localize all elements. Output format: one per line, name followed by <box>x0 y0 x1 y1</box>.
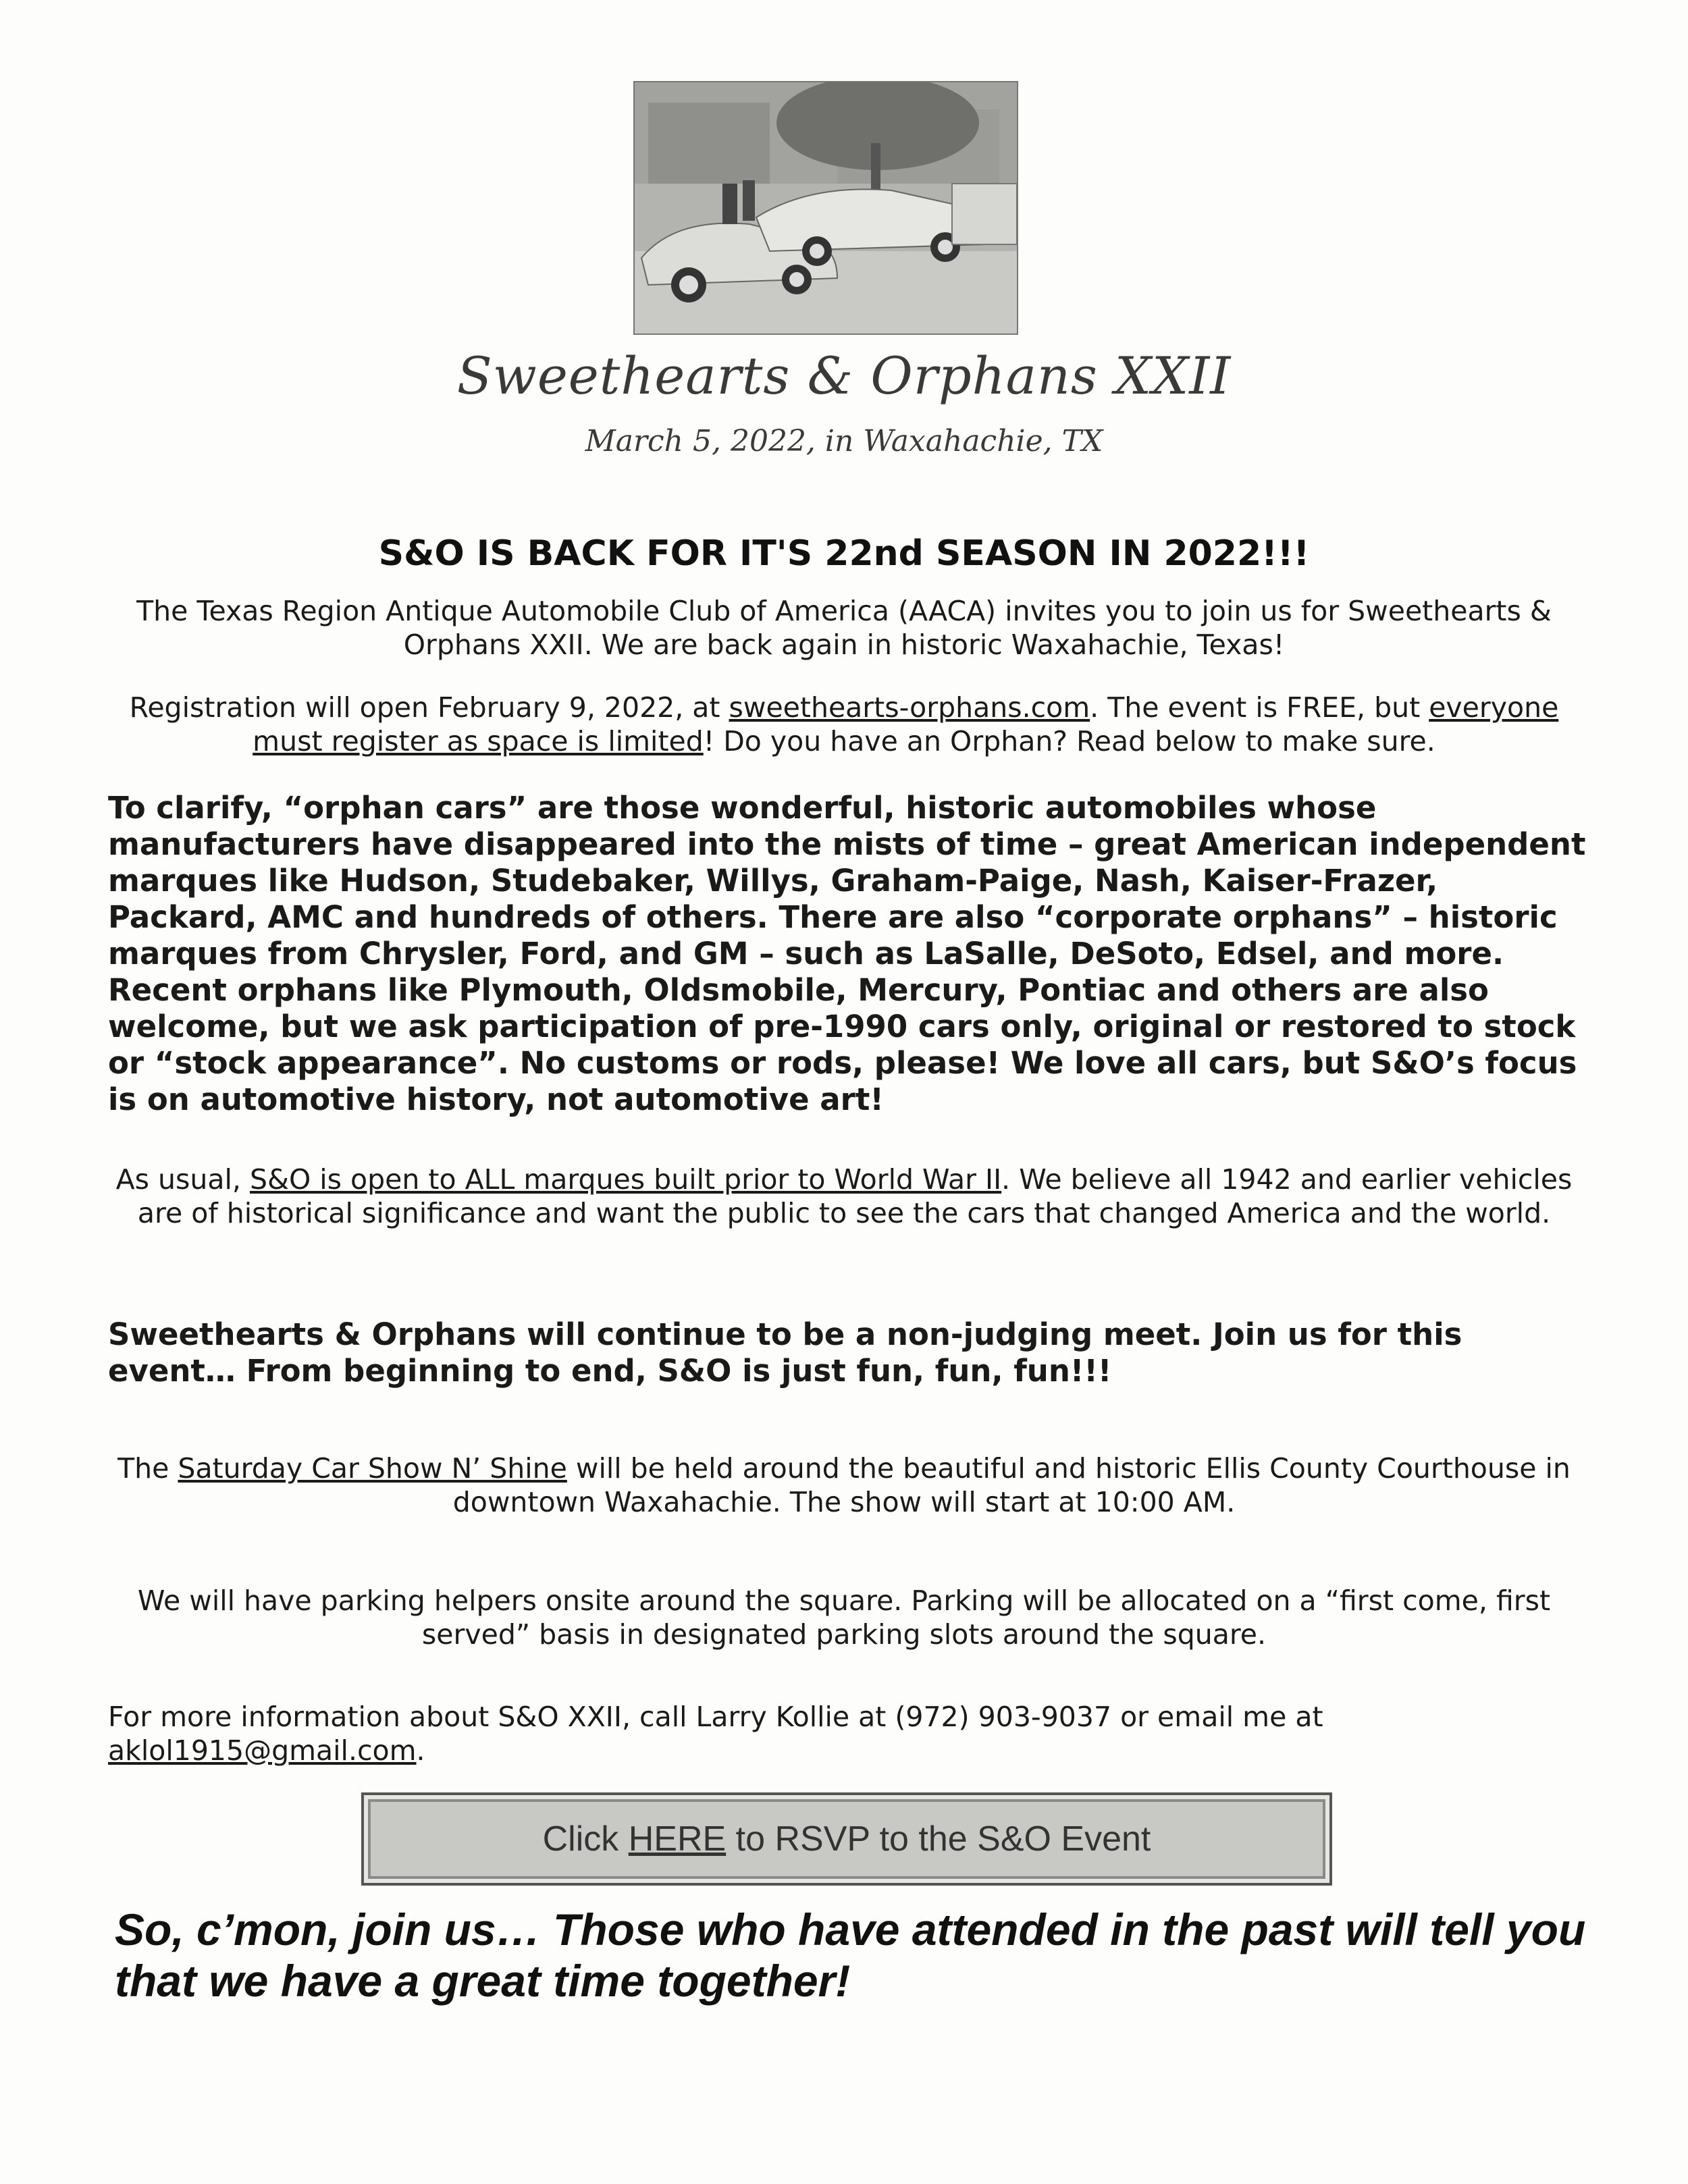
marques-emphasis: S&O is open to ALL marques built prior to World War II <box>249 1163 1002 1196</box>
rsvp-pre: Click <box>542 1819 619 1859</box>
closing-message: So, c’mon, join us… Those who have attended in the past will tell you that we have a great time together! <box>115 1905 1586 2006</box>
classic-cars-photo <box>633 81 1018 335</box>
marques-text-1: As usual, <box>115 1163 250 1196</box>
car-show-text-1: The <box>117 1452 178 1485</box>
event-date-location: March 5, 2022, in Waxahachie, TX <box>585 424 1103 458</box>
marques-text-2: . We believe all 1942 and earlier vehicles are of historical significance and want the public to see the cars that changed America and the world. <box>137 1163 1573 1229</box>
rsvp-button[interactable] <box>361 1792 1332 1886</box>
contact-text-1: For more information about S&O XXII, call Larry Kollie at (972) 903-9037 or email me at <box>108 1701 1323 1733</box>
parking-paragraph: We will have parking helpers onsite around the square. Parking will be allocated on a “first come, first served” basis in designated parking slots around the square. <box>137 1584 1551 1651</box>
registration-text-3: ! Do you have an Orphan? Read below to make sure. <box>703 725 1435 757</box>
website-link[interactable]: sweethearts-orphans.com <box>729 691 1090 724</box>
intro-paragraph: The Texas Region Antique Automobile Club of America (AACA) invites you to join us for Sweethearts & Orphans XXII. We are back again in historic Waxahachie, Texas! <box>136 595 1552 661</box>
car-show-paragraph <box>108 1451 1580 1519</box>
non-judging-paragraph: Sweethearts & Orphans will continue to be a non-judging meet. Join us for this event… From beginning to end, S&O is just fun, fun, fun!!! <box>108 1316 1462 1389</box>
rsvp-here-link[interactable]: HERE <box>628 1819 727 1859</box>
contact-paragraph <box>108 1700 1580 1767</box>
car-show-text-2: will be held around the beautiful and historic Ellis County Courthouse in downtown Waxahachie. The show will start at 10:00 AM. <box>452 1452 1571 1518</box>
contact-text-2: . <box>416 1734 425 1767</box>
registration-emphasis: everyone must register as space is limited <box>253 691 1559 757</box>
registration-paragraph <box>108 691 1580 758</box>
email-link[interactable]: aklol1915@gmail.com <box>108 1734 417 1767</box>
headline: S&O IS BACK FOR IT'S 22nd SEASON IN 2022!!! <box>378 533 1310 574</box>
photo-illustration <box>635 82 1017 334</box>
registration-text-1: Registration will open February 9, 2022, at <box>129 691 729 724</box>
marques-paragraph <box>108 1163 1580 1230</box>
rsvp-post: to RSVP to the S&O Event <box>735 1819 1151 1859</box>
car-show-emphasis: Saturday Car Show N’ Shine <box>178 1452 567 1485</box>
event-title: Sweethearts & Orphans XXII <box>456 346 1232 406</box>
registration-text-2: . The event is FREE, but <box>1090 691 1429 724</box>
orphans-paragraph: To clarify, “orphan cars” are those wonderful, historic automobiles whose manufacturers have disappeared into the mists of time – great American independent marques like Hudson, Studebaker, Willys, Graham-Paige, Nash, Kaiser-Frazer, Packard, AMC and hundreds of others. There are also “corporate orphans” – historic marques from Chrysler, Ford, and GM – such as LaSalle, DeSoto, Edsel, and more. Recent orphans like Plymouth, Oldsmobile, Mercury, Pontiac and others are also welcome, but we ask participation of pre-1990 cars only, original or restored to stock or “stock appearance”. No customs or rods, please! We love all cars, but S&O’s focus is on automotive history, not automotive art! <box>108 790 1586 1117</box>
